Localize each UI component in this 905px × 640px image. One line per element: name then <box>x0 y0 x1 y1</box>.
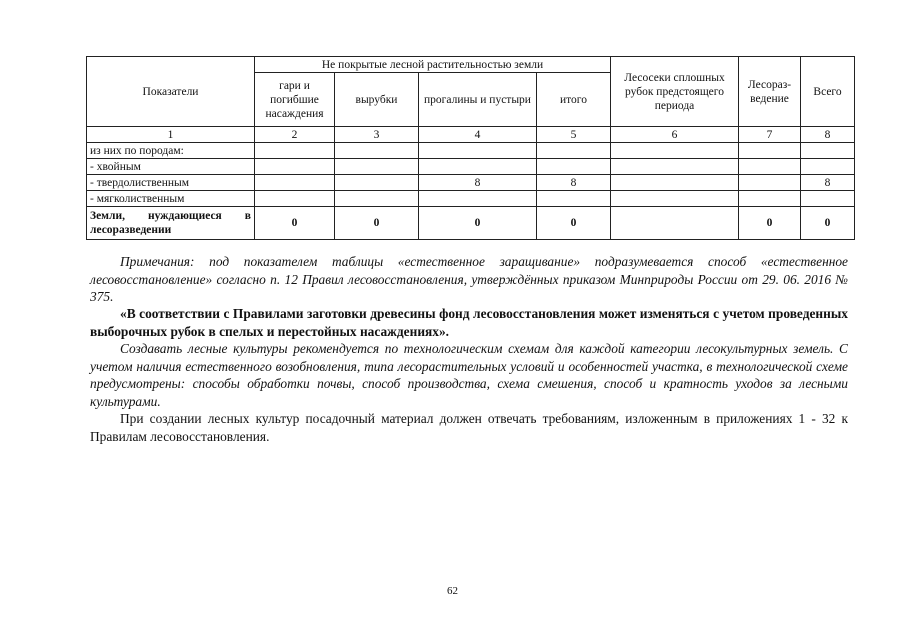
column-number: 6 <box>611 127 739 143</box>
table-cell <box>611 175 739 191</box>
table-row-reforestation <box>87 207 855 240</box>
header-unforested: Не покрытые лесной растительностью земли <box>255 57 611 73</box>
table-cell <box>255 143 335 159</box>
table-cell <box>611 159 739 175</box>
regular-paragraph: При создании лесных культур посадочный материал должен отвечать требованиям, изложенным в приложениях 1 - 32 к Правилам лесовосстановления. <box>90 411 848 444</box>
column-number: 2 <box>255 127 335 143</box>
table-cell: 8 <box>419 175 537 191</box>
table-cell <box>739 159 801 175</box>
header-glades: прогалины и пустыри <box>419 73 537 127</box>
table-cell: 0 <box>739 207 801 240</box>
row-label: - хвойным <box>87 159 255 175</box>
table-cell <box>801 159 855 175</box>
table-cell <box>739 143 801 159</box>
table-row <box>87 143 855 159</box>
row-label: - твердолиственным <box>87 175 255 191</box>
table-cell <box>419 191 537 207</box>
column-number: 8 <box>801 127 855 143</box>
header-total-all: Всего <box>801 57 855 127</box>
table-row <box>87 159 855 175</box>
table-cell <box>255 159 335 175</box>
table-cell: 8 <box>801 175 855 191</box>
header-indicators: Показатели <box>87 57 255 127</box>
bold-paragraph: «В соответствии с Правилами заготовки древесины фонд лесовосстановления может изменяться с учетом проведенных выборочных рубок в спелых и перестойных насаждениях». <box>90 306 848 339</box>
table-cell <box>419 159 537 175</box>
table-cell <box>335 159 419 175</box>
column-number-row <box>87 127 855 143</box>
table-cell <box>611 143 739 159</box>
header-regeneration: Лесораз-ведение <box>739 57 801 127</box>
page-number: 62 <box>447 585 458 597</box>
row-label: - мягколиственным <box>87 191 255 207</box>
table-note: Примечания: под показателем таблицы «естественное заращивание» подразумевается способ «естественное лесовосстановление» согласно п. 12 Правил лесовосстановления, утверждённых приказом Минприроды России от 29. 06. 2016 № 375. <box>90 254 848 305</box>
table-cell <box>537 191 611 207</box>
header-fires: гари и погибшие насаждения <box>255 73 335 127</box>
table-cell: 0 <box>537 207 611 240</box>
table-row <box>87 175 855 191</box>
table-cell: 0 <box>419 207 537 240</box>
column-number: 1 <box>87 127 255 143</box>
table-cell <box>255 191 335 207</box>
table-cell <box>801 191 855 207</box>
column-number: 4 <box>419 127 537 143</box>
row-label: из них по породам: <box>87 143 255 159</box>
italic-paragraph: Создавать лесные культуры рекомендуется по технологическим схемам для каждой категории лесокультурных земель. С учетом наличия естественного возобновления, типа лесорастительных условий и особенностей участка, в технологической схеме предусмотрены: способы обработки почвы, способ производства, схема смешения, способ и кратность уходов за лесными культурами. <box>90 341 848 409</box>
header-subtotal: итого <box>537 73 611 127</box>
header-clearcut: Лесосеки сплошных рубок предстоящего периода <box>611 57 739 127</box>
table-cell: 8 <box>537 175 611 191</box>
table-cell <box>801 143 855 159</box>
table-cell: 0 <box>335 207 419 240</box>
table-cell: 0 <box>801 207 855 240</box>
column-number: 3 <box>335 127 419 143</box>
table-cell <box>739 175 801 191</box>
table-cell <box>419 143 537 159</box>
land-categories-table <box>86 56 855 240</box>
table-cell <box>255 175 335 191</box>
table-cell <box>739 191 801 207</box>
table-row <box>87 191 855 207</box>
table-cell <box>335 143 419 159</box>
column-number: 5 <box>537 127 611 143</box>
row-label: Земли, нуждающиеся в лесоразведении <box>87 207 255 240</box>
table-cell: 0 <box>255 207 335 240</box>
header-cuttings: вырубки <box>335 73 419 127</box>
column-number: 7 <box>739 127 801 143</box>
table-cell <box>611 191 739 207</box>
table-cell <box>537 143 611 159</box>
table-cell <box>335 175 419 191</box>
table-cell <box>537 159 611 175</box>
table-cell <box>335 191 419 207</box>
table-cell <box>611 207 739 240</box>
